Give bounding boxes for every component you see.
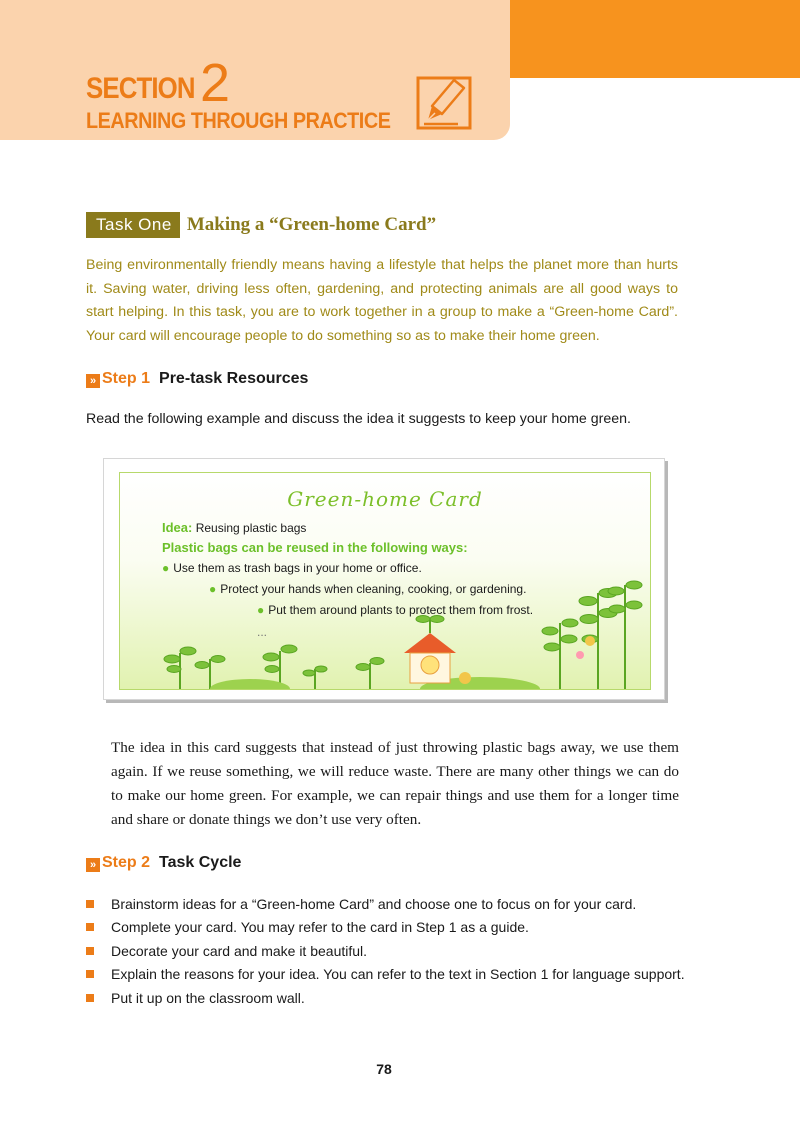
list-item-text: Brainstorm ideas for a “Green-home Card” and choose one to focus on for your card. [111, 895, 637, 912]
double-chevron-icon: » [86, 858, 100, 872]
list-item [86, 916, 685, 940]
list-item [86, 892, 685, 916]
task-title: Making a “Green-home Card” [186, 214, 437, 235]
house-icon [404, 633, 456, 683]
intro-paragraph: Being environmentally friendly means having a lifestyle that helps the planet more than hurts it. Saving water, driving less often, gardening, and protecting animals are all good ways to start helping. In this task, you are to work together in a group to make a “Green-home Card”. Your card will encourage people to do something so as to make their home green. [86, 257, 678, 344]
page-number: 78 [376, 1061, 392, 1077]
header-orange-band [510, 0, 800, 78]
card-ellipsis: ... [257, 625, 268, 639]
step2-title: Task Cycle [159, 854, 242, 871]
card-bullet [257, 603, 533, 617]
green-home-card [103, 458, 665, 700]
section-number: 2 [200, 53, 231, 113]
step2-heading [86, 854, 241, 872]
card-bullet [209, 582, 526, 596]
list-item-text: Complete your card. You may refer to the card in Step 1 as a guide. [111, 919, 529, 936]
list-item [86, 986, 685, 1010]
task-heading [86, 212, 436, 238]
square-bullet-icon [86, 923, 94, 931]
step1-title: Pre-task Resources [159, 370, 309, 387]
section-subtitle: LEARNING THROUGH PRACTICE [86, 108, 391, 133]
square-bullet-icon [86, 900, 94, 908]
step2-number: Step 2 [102, 854, 151, 871]
square-bullet-icon [86, 994, 94, 1002]
card-bullet [162, 561, 422, 575]
bullet-dot-icon: ● [162, 561, 170, 575]
card-idea-label: Idea: [162, 520, 193, 535]
card-idea [162, 520, 306, 535]
list-item-text: Decorate your card and make it beautiful. [111, 942, 368, 959]
list-item-text: Explain the reasons for your idea. You can refer to the text in Section 1 for language support. [111, 966, 685, 983]
explanation-paragraph: The idea in this card suggests that instead of just throwing plastic bags away, we use them again. If we reuse something, we will reduce waste. There are many other things we can do to make our home green. For example, we can repair things and use them for a longer time and share or donate things we don’t use very often. [111, 739, 679, 828]
card-ways-heading: Plastic bags can be reused in the following ways: [162, 540, 468, 555]
square-bullet-icon [86, 970, 94, 978]
bullet-dot-icon: ● [209, 582, 217, 596]
square-bullet-icon [86, 947, 94, 955]
step1-number: Step 1 [102, 370, 151, 387]
bullet-dot-icon: ● [257, 603, 265, 617]
step1-instruction: Read the following example and discuss the idea it suggests to keep your home green. [86, 411, 631, 427]
card-bullet-text: Protect your hands when cleaning, cooking, or gardening. [220, 582, 527, 596]
card-bullet-text: Use them as trash bags in your home or office. [173, 561, 422, 575]
list-item-text: Put it up on the classroom wall. [111, 989, 305, 1006]
list-item [86, 963, 685, 987]
double-chevron-icon: » [86, 374, 100, 388]
step1-heading [86, 370, 308, 388]
list-item [86, 939, 685, 963]
card-bullet-text: Put them around plants to protect them from frost. [268, 603, 534, 617]
task-cycle-list [86, 892, 685, 1010]
task-label: Task One [86, 212, 180, 238]
pen-icon [414, 74, 474, 132]
card-inner [119, 472, 651, 690]
section-word: SECTION [86, 72, 195, 105]
card-title: Green-home Card [287, 487, 483, 511]
card-idea-value: Reusing plastic bags [195, 521, 307, 535]
section-header [0, 0, 510, 140]
